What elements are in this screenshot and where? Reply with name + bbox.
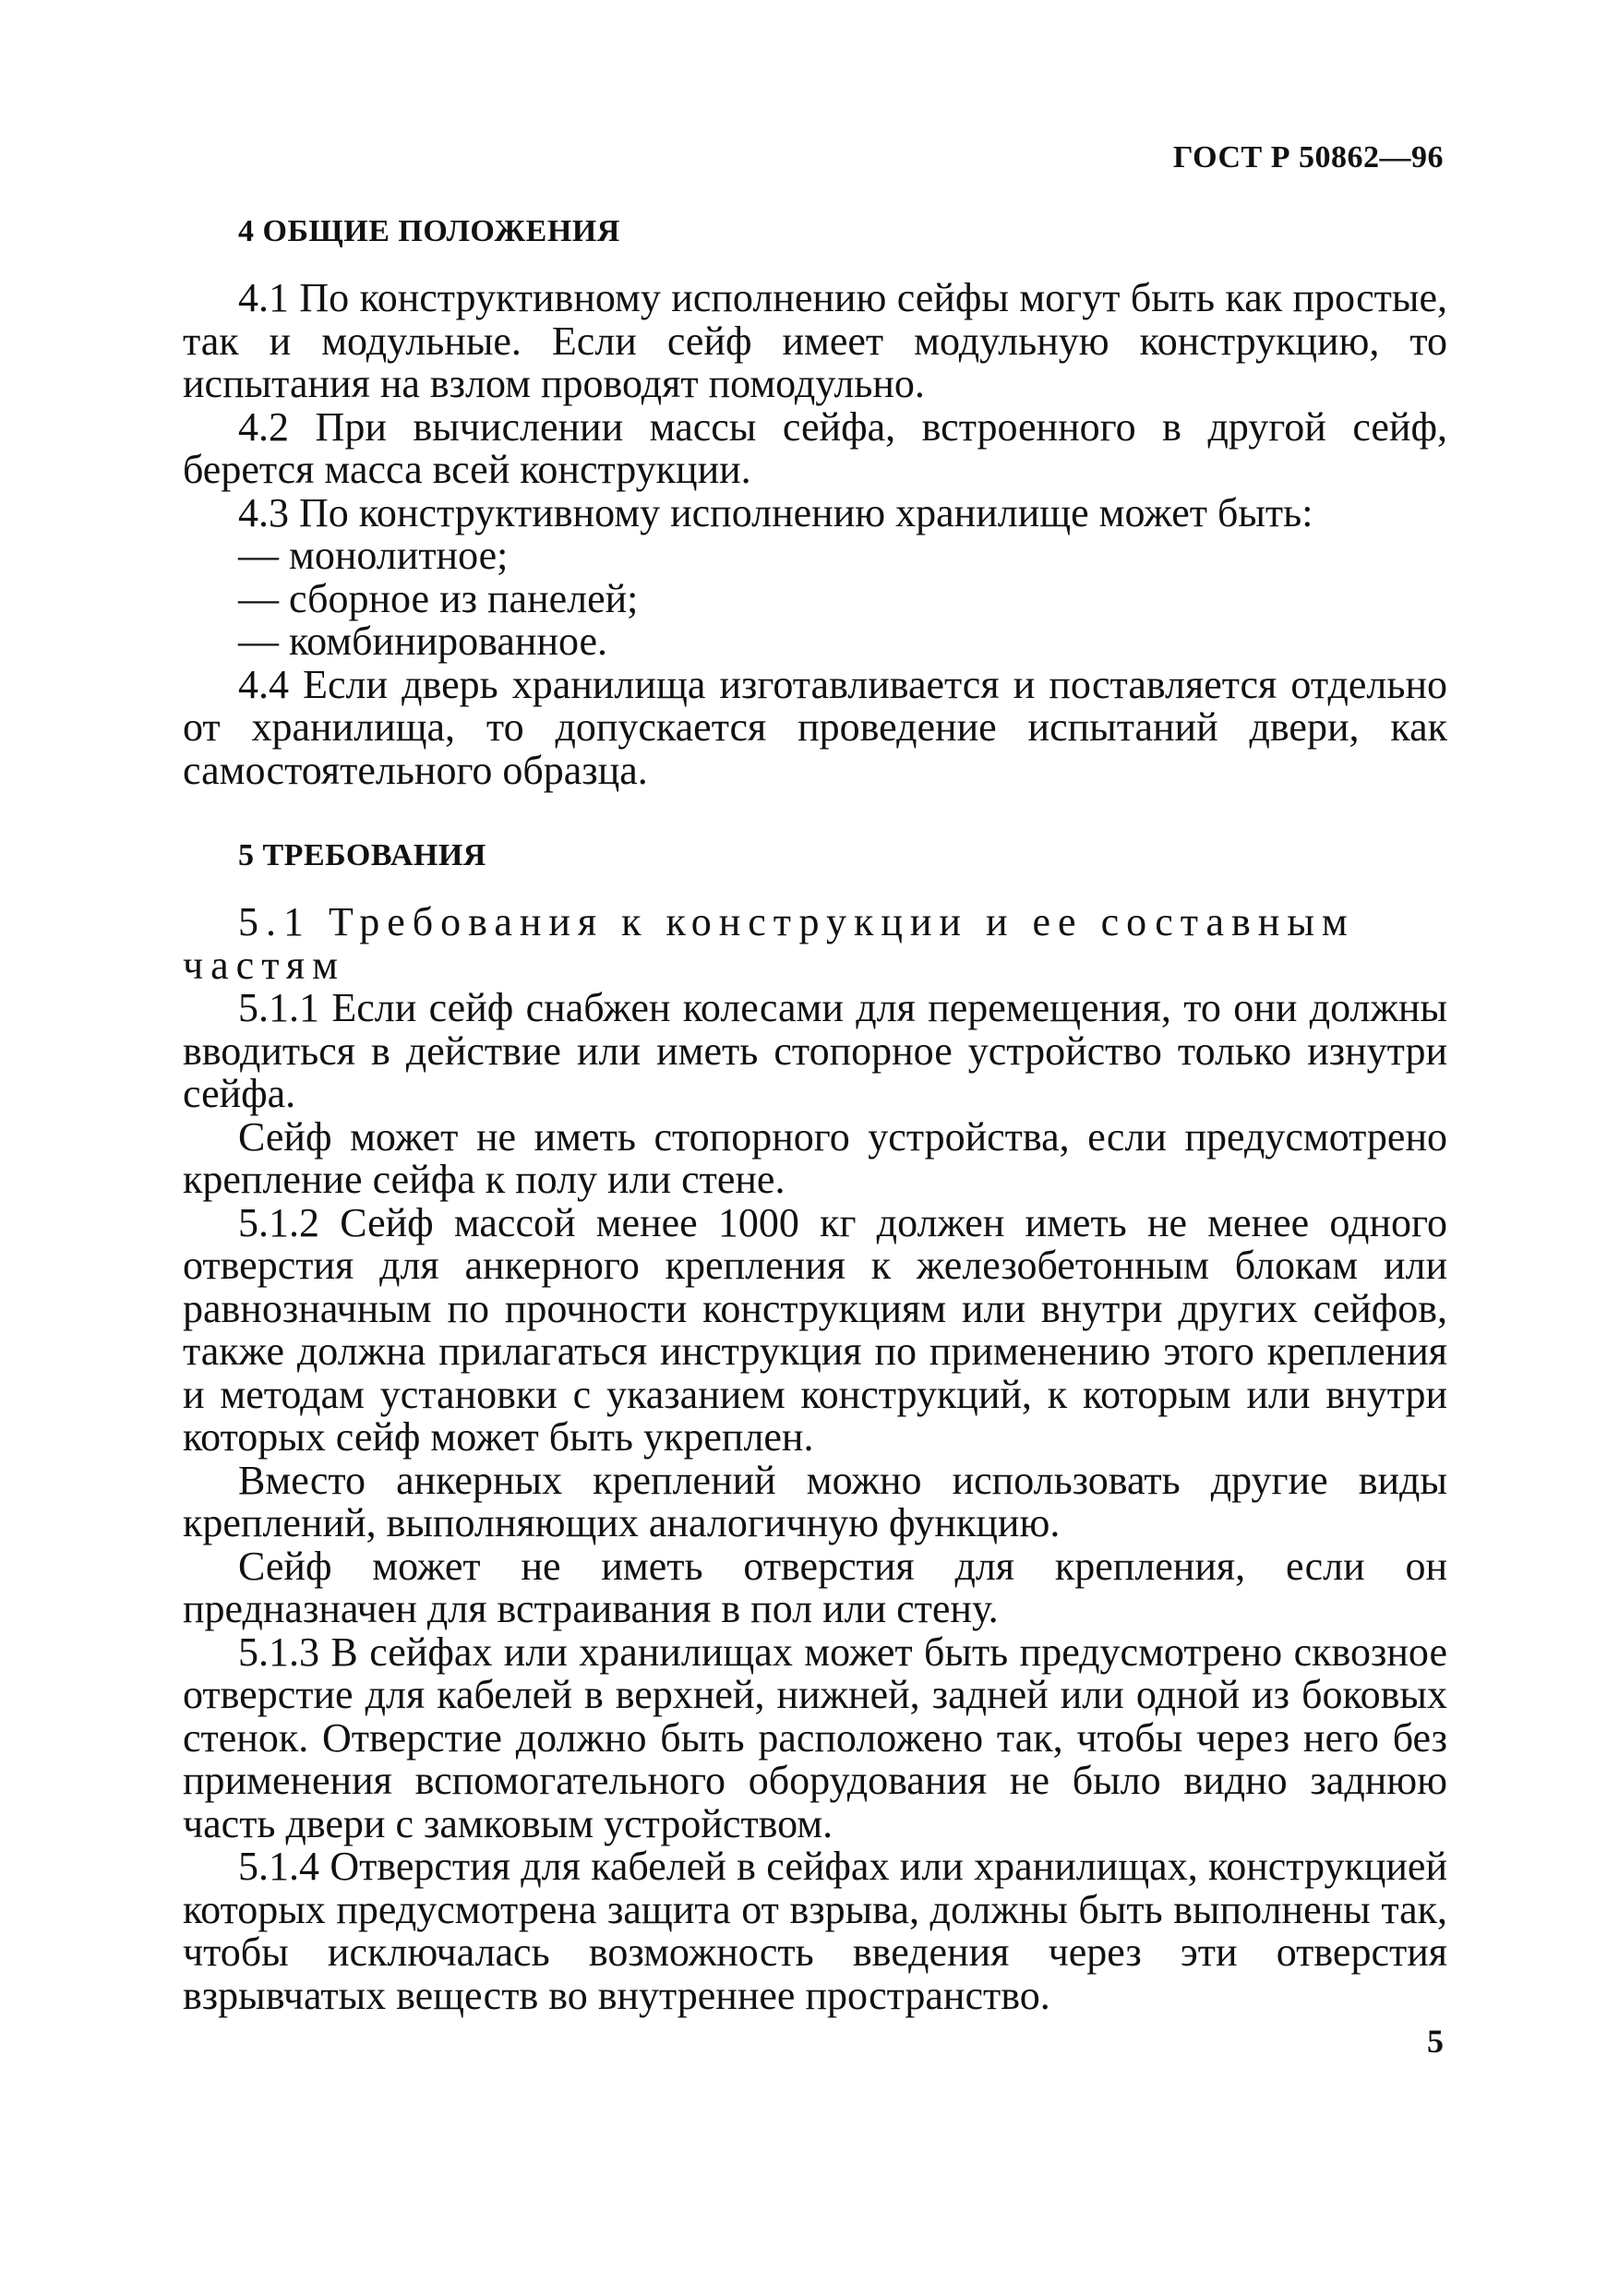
list-item: — монолитное;: [238, 533, 509, 578]
paragraph: 4.1 По конструктивному исполнению сейфы могут быть как простые, так и модульные. Если сейф имеет модульную конструкцию, то испытания на взлом проводят помодульно.: [183, 275, 1447, 406]
list-item: — комбинированное.: [238, 619, 608, 664]
paragraph: Вместо анкерных креплений можно использовать другие виды креплений, выполняющих аналогичную функцию.: [183, 1457, 1447, 1545]
subsection-heading: 5.1 Требования к конструкции и ее составным частям: [183, 899, 1355, 988]
paragraph: 5.1.3 В сейфах или хранилищах может быть предусмотрено сквозное отверстие для кабелей в верхней, нижней, задней или одной из боковых стенок. Отверстие должно быть расположено так, чтобы через него без применения вспомогательного оборудования не было видно заднюю часть двери с замковым устройством.: [183, 1629, 1447, 1846]
paragraph: Сейф может не иметь стопорного устройства, если предусмотрено крепление сейфа к полу или стене.: [183, 1113, 1447, 1202]
paragraph: 4.4 Если дверь хранилища изготавливается и поставляется отдельно от хранилища, то допускается проведение испытаний двери, как самостоятельного образца.: [183, 661, 1447, 793]
page-number: 5: [1427, 2023, 1444, 2060]
paragraph: Сейф может не иметь отверстия для крепления, если он предназначен для встраивания в пол или стену.: [183, 1543, 1447, 1631]
paragraph: 4.3 По конструктивному исполнению хранилище может быть:: [238, 489, 1313, 535]
paragraph: 5.1.1 Если сейф снабжен колесами для перемещения, то они должны вводиться в действие или иметь стопорное устройство только изнутри сейфа.: [183, 985, 1447, 1116]
paragraph: 5.1.4 Отверстия для кабелей в сейфах или хранилищах, конструкцией которых предусмотрена защита от взрыва, должны быть выполнены так, чтобы исключалась возможность введения через эти отверстия взрывчатых веществ во внутреннее пространство.: [183, 1844, 1447, 2018]
list-item: — сборное из панелей;: [238, 575, 639, 621]
section-title: 4 ОБЩИЕ ПОЛОЖЕНИЯ: [238, 214, 620, 248]
document-body: [183, 214, 1447, 2017]
paragraph: 5.1.2 Сейф массой менее 1000 кг должен иметь не менее одного отверстия для анкерного крепления к железобетонным блокам или равнозначным по прочности конструкциям или внутри других сейфов, также должна прилагаться инструкция по применению этого крепления и методам установки с указанием конструкций, к которым или внутри которых сейф может быть укреплен.: [183, 1199, 1447, 1460]
section-title: 5 ТРЕБОВАНИЯ: [238, 838, 486, 872]
document-id-header: ГОСТ Р 50862—96: [1172, 140, 1444, 174]
paragraph: 4.2 При вычислении массы сейфа, встроенного в другой сейф, берется масса всей конструкции.: [183, 403, 1447, 492]
